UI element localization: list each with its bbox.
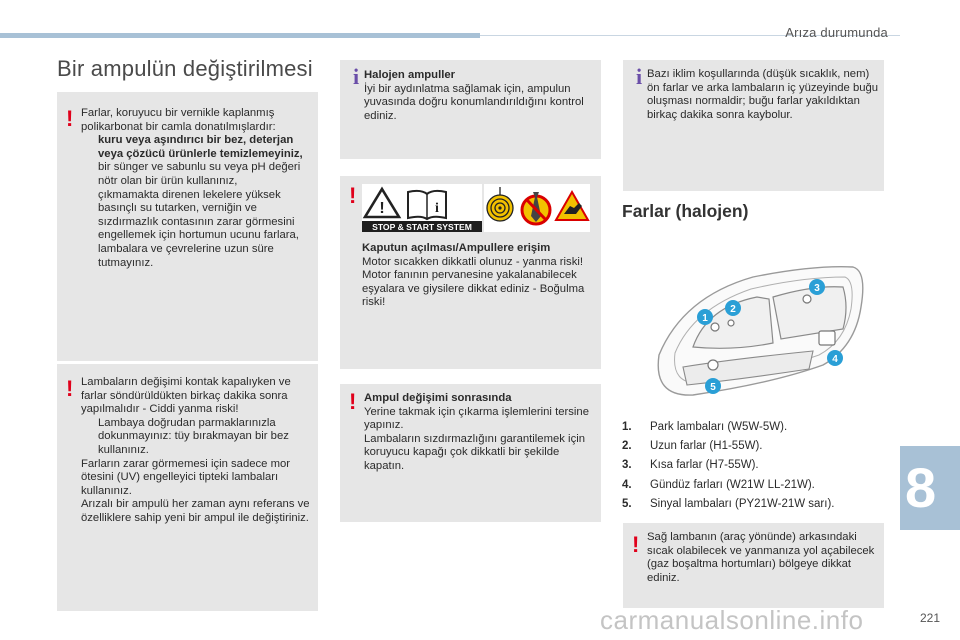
bulb-change-text-2: Farların zarar görmemesi için sadece mor ötesini (UV) engelleyici tipteki lambaları kullanınız. bbox=[81, 457, 291, 497]
hazard-signs bbox=[484, 184, 590, 232]
bonnet-text-1: Motor sıcakken dikkatli olunuz - yanma riski! bbox=[362, 255, 583, 268]
bulb-cap-2 bbox=[728, 320, 734, 326]
legend-text: Kısa farlar (H7-55W). bbox=[650, 459, 759, 472]
halogen-text: İyi bir aydınlatma sağlamak için, ampulun yuvasında doğru konumlandırıldığını kontrol ediniz. bbox=[364, 82, 584, 122]
callout-1-label: 1 bbox=[702, 313, 708, 324]
bulb-legend bbox=[622, 418, 892, 514]
warning-icon: ! bbox=[632, 532, 640, 557]
hand-hazard-icon bbox=[556, 192, 588, 220]
list-item bbox=[81, 189, 313, 271]
callout-2 bbox=[725, 300, 741, 316]
warning-icon: ! bbox=[66, 376, 74, 401]
bulb-cap-4 bbox=[819, 331, 835, 345]
after-change-title: Ampul değişimi sonrasında bbox=[364, 392, 512, 404]
after-change-warning-box bbox=[340, 384, 601, 522]
page-number: 221 bbox=[919, 611, 940, 625]
warning-icon: ! bbox=[66, 106, 74, 131]
bulb-change-warning-box bbox=[57, 364, 318, 611]
info-icon: i bbox=[636, 64, 643, 89]
condensation-info-box bbox=[623, 60, 884, 191]
warning-icon: ! bbox=[349, 183, 357, 208]
section-header: Arıza durumunda bbox=[785, 25, 888, 40]
callout-1 bbox=[697, 309, 713, 325]
fan-hazard-icon bbox=[487, 187, 513, 221]
info-letter-icon: i bbox=[435, 201, 439, 216]
bonnet-text-2: Motor fanının pervanesine yakalanabilecek eşyalara ve giysilere dikkat ediniz - Boğulma riski! bbox=[362, 269, 585, 309]
stop-start-symbols bbox=[362, 184, 482, 232]
stop-start-text: STOP & START SYSTEM bbox=[372, 222, 472, 232]
exclamation-icon: ! bbox=[379, 200, 385, 217]
chapter-number: 8 bbox=[905, 456, 937, 519]
list-item bbox=[622, 476, 892, 495]
condensation-text: Bazı iklim koşullarında (düşük sıcaklık, nem) ön farlar ve arka lambaların iç yüzeyinde buğu oluşması normaldir; buğu farlar yakıldıktan birkaç dakika sonra kaybolur. bbox=[647, 68, 879, 121]
halogen-info-box bbox=[340, 60, 601, 159]
list-item bbox=[622, 456, 892, 475]
care-warning-box bbox=[57, 92, 318, 361]
tie-prohibition-icon bbox=[522, 192, 550, 224]
bulb-cap-5 bbox=[708, 360, 718, 370]
right-lamp-warning-box bbox=[623, 523, 884, 608]
callout-3-label: 3 bbox=[814, 283, 820, 294]
callout-4 bbox=[827, 350, 843, 366]
bullet-icon bbox=[81, 134, 98, 161]
bulb-change-text-3: Arızalı bir ampulü her zaman aynı referans ve özelliklere sahip yeni bir ampul ile değiştiriniz. bbox=[81, 498, 310, 524]
bonnet-title: Kaputun açılması/Ampullere erişim bbox=[362, 242, 551, 254]
legend-number: 4. bbox=[622, 478, 632, 491]
callout-5 bbox=[705, 378, 721, 394]
page-title: Bir ampulün değiştirilmesi bbox=[57, 56, 313, 81]
after-change-text-2: Lambaların sızdırmazlığını garantilemek için koruyucu kapağı çok dikkatli bir şekilde kapatın. bbox=[364, 432, 586, 472]
info-icon: i bbox=[353, 64, 360, 89]
header-accent-bar bbox=[0, 33, 480, 38]
callout-5-label: 5 bbox=[710, 382, 716, 393]
legend-number: 3. bbox=[622, 459, 632, 472]
legend-text: Gündüz farları (W21W LL-21W). bbox=[650, 478, 815, 491]
right-lamp-text: Sağ lambanın (araç yönünde) arkasındaki sıcak olabilecek ve yanmanıza yol açabilecek (gaz boşaltma hortumları) bölgeye dikkat ediniz. bbox=[647, 531, 875, 584]
legend-number: 2. bbox=[622, 440, 632, 453]
warning-icon: ! bbox=[349, 389, 357, 414]
bonnet-text-block bbox=[362, 242, 594, 310]
list-item bbox=[81, 161, 313, 188]
bullet-icon bbox=[81, 161, 98, 188]
callout-3 bbox=[809, 279, 825, 295]
care-bullet-3: çıkmamakta direnen lekelere yüksek basınçlı su tutarken, verniğin ve sızdırmazlık contasının zarar görmesini engellemek için hortumun ucunu farlara, lambalara ve çevrelerine uzun süre tutmayınız. bbox=[98, 188, 299, 269]
legend-text: Park lambaları (W5W-5W). bbox=[650, 421, 788, 433]
bulb-change-bullet: Lambaya doğrudan parmaklarınızla dokunmayınız: tüy bırakmayan bir bez kullanınız. bbox=[98, 416, 289, 456]
headlamp-diagram bbox=[623, 247, 884, 407]
list-item bbox=[622, 437, 892, 456]
headlamp-drawing bbox=[623, 247, 884, 407]
watermark: carmanualsonline.info bbox=[600, 605, 864, 635]
list-item bbox=[622, 418, 892, 437]
stop-start-label bbox=[362, 184, 482, 232]
legend-text: Uzun farlar (H1-55W). bbox=[650, 440, 763, 453]
care-intro: Farlar, koruyucu bir vernikle kaplanmış polikarbonat bir camla donatılmışlardır: bbox=[81, 107, 276, 133]
list-item bbox=[81, 134, 313, 161]
bulb-change-text-1: Lambaların değişimi kontak kapalıyken ve farlar söndürüldükten birkaç dakika sonra yapılmalıdır - Ciddi yanma riski! bbox=[81, 376, 291, 416]
care-bullet-2: bir sünger ve sabunlu su veya pH değeri nötr olan bir ürün kullanınız, bbox=[98, 161, 301, 187]
legend-number: 1. bbox=[622, 421, 632, 433]
after-change-text-1: Yerine takmak için çıkarma işlemlerini tersine yapınız. bbox=[364, 405, 589, 432]
halogen-title: Halojen ampuller bbox=[364, 69, 456, 81]
bullet-icon bbox=[81, 189, 98, 271]
list-item bbox=[622, 495, 892, 514]
care-bullet-1: kuru veya aşındırıcı bir bez, deterjan veya çözücü ürünlerle temizlemeyiniz, bbox=[98, 134, 303, 160]
callout-2-label: 2 bbox=[730, 304, 736, 315]
bullet-icon bbox=[81, 417, 98, 458]
bulb-cap-1 bbox=[711, 323, 719, 331]
list-item bbox=[81, 417, 313, 458]
bulb-cap-3 bbox=[803, 295, 811, 303]
legend-text: Sinyal lambaları (PY21W-21W sarı). bbox=[650, 497, 835, 510]
legend-number: 5. bbox=[622, 497, 632, 510]
section-title: Farlar (halojen) bbox=[622, 201, 749, 221]
callout-4-label: 4 bbox=[832, 354, 838, 365]
